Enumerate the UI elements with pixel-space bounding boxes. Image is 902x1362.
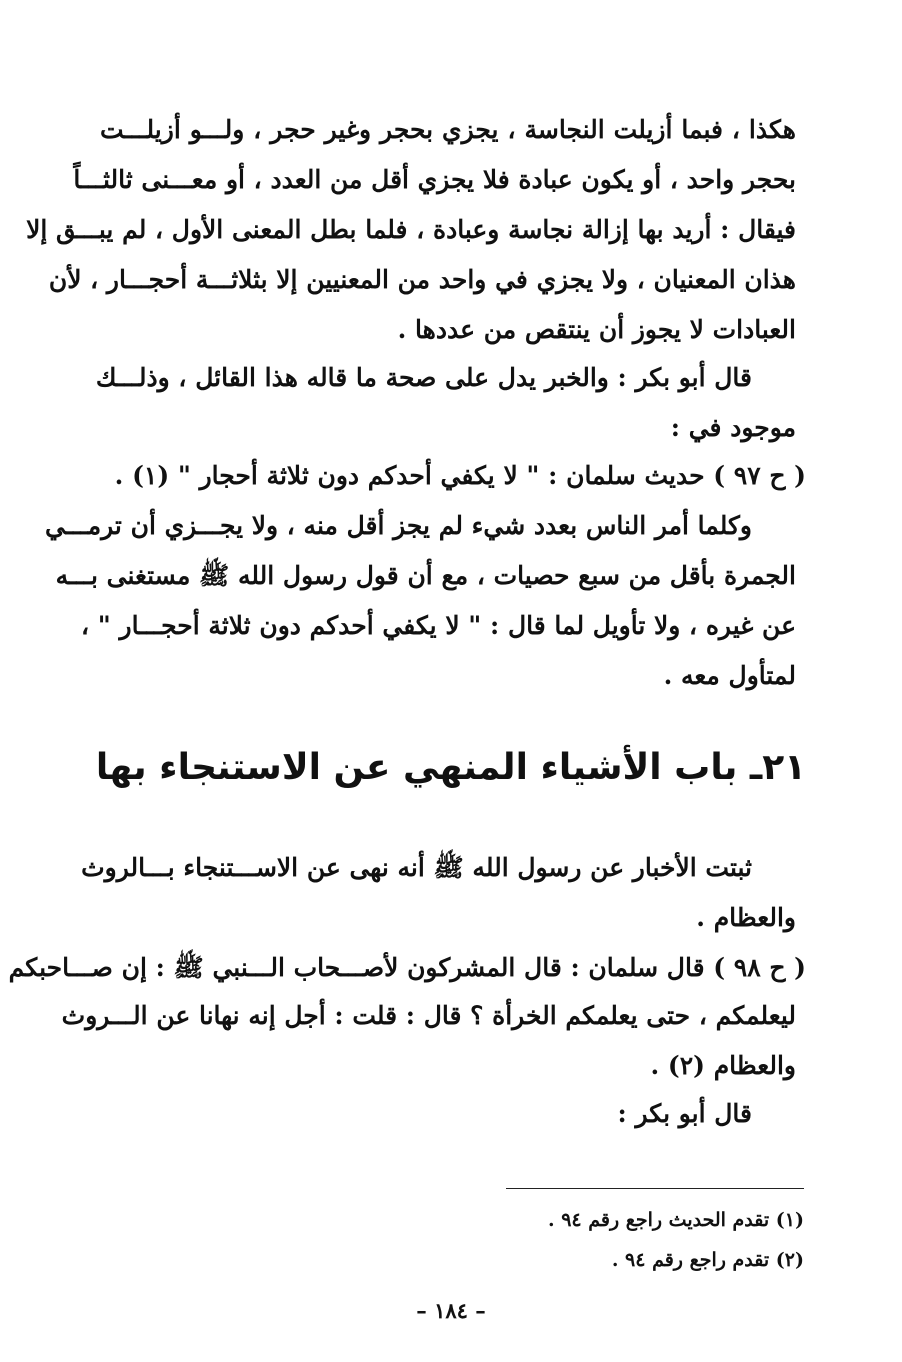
footnote-separator [506, 1188, 804, 1189]
chapter-line: والعظام . [696, 903, 796, 932]
footnote-2: (٢) تقدم راجع رقم ٩٤ . [611, 1249, 804, 1271]
chapter-title: ٢١ـ باب الأشياء المنهي عن الاستنجاء بها [95, 747, 807, 788]
footnote-1: (١) تقدم الحديث راجع رقم ٩٤ . [547, 1209, 804, 1231]
chapter-line: والعظام (٢) . [650, 1051, 796, 1080]
hadith-line-98: ( ح ٩٨ ) قال سلمان : قال المشركون لأصـــحاب الـــنبي ﷺ : إن صـــاحبكم [8, 953, 806, 982]
body-line: قال أبو بكر : والخبر يدل على صحة ما قاله هذا القائل ، وذلـــك [95, 363, 752, 392]
body-line: بحجر واحد ، أو يكون عبادة فلا يجزي أقل من العدد ، أو معـــنى ثالثـــاً [73, 165, 796, 194]
body-line: وكلما أمر الناس بعدد شيء لم يجز أقل منه ، ولا يجـــزي أن ترمـــي [44, 511, 752, 540]
body-line: عن غيره ، ولا تأويل لما قال : " لا يكفي أحدكم دون ثلاثة أحجـــار " ، [81, 611, 796, 640]
body-line: هذان المعنيان ، ولا يجزي في واحد من المعنيين إلا بثلاثـــة أحجـــار ، لأن [48, 265, 796, 294]
hadith-line-97: ( ح ٩٧ ) حديث سلمان : " لا يكفي أحدكم دون ثلاثة أحجار " (١) . [114, 461, 806, 490]
body-line: فيقال : أريد بها إزالة نجاسة وعبادة ، فلما بطل المعنى الأول ، لم يبـــق إلا [26, 215, 796, 244]
body-line: موجود في : [670, 413, 796, 442]
chapter-line: ثبتت الأخبار عن رسول الله ﷺ أنه نهى عن الاســـتنجاء بـــالروث [81, 853, 752, 882]
body-line: العبادات لا يجوز أن ينتقص من عددها . [397, 315, 796, 344]
chapter-line: قال أبو بكر : [617, 1099, 752, 1128]
body-line: هكذا ، فبما أزيلت النجاسة ، يجزي بحجر وغير حجر ، ولـــو أزيلـــت [100, 115, 796, 144]
body-line: الجمرة بأقل من سبع حصيات ، مع أن قول رسول الله ﷺ مستغنى بـــه [55, 561, 796, 590]
chapter-line: ليعلمكم ، حتى يعلمكم الخرأة ؟ قال : قلت : أجل إنه نهانا عن الـــروث [61, 1001, 796, 1030]
body-line: لمتأول معه . [663, 661, 796, 690]
page-number: – ١٨٤ – [416, 1298, 486, 1323]
